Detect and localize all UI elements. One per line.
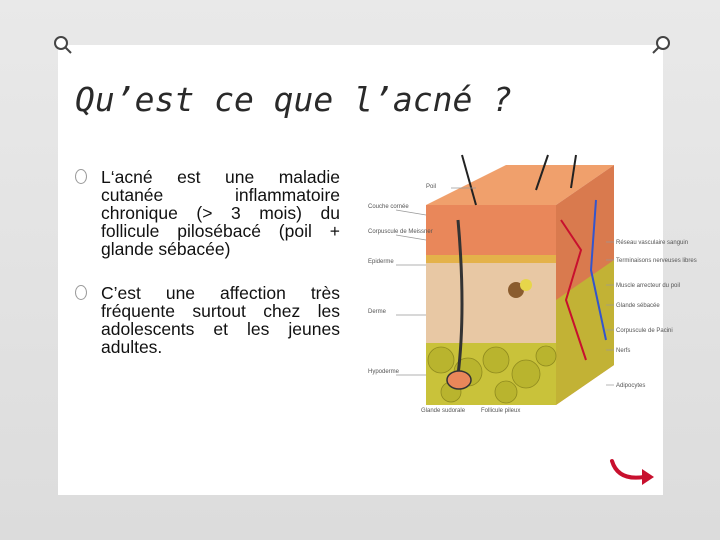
label-adipocytes: Adipocytes — [616, 383, 646, 389]
bullet-text: L‘acné est une maladie cutanée inflammatoire chronique (> 3 mois) du follicule pilosébacé (poil + glande sébacée) — [101, 167, 340, 259]
label-terminaisons: Terminaisons nerveuses libres — [616, 258, 697, 264]
label-couche-cornee: Couche cornée — [368, 204, 409, 210]
pushpin-icon — [652, 32, 674, 54]
label-follicule: Follicule pileux — [481, 408, 521, 414]
bullet-marker — [75, 285, 87, 300]
label-glande-sudorale: Glande sudorale — [421, 408, 466, 414]
bullet-marker — [75, 169, 87, 184]
label-derme: Derme — [368, 309, 387, 315]
label-glande-sebacee: Glande sébacée — [616, 303, 660, 309]
label-meissner: Corpuscule de Meissner — [368, 229, 433, 235]
label-nerfs: Nerfs — [616, 348, 631, 354]
curved-arrow-icon[interactable] — [608, 455, 658, 489]
bullet-item — [75, 284, 340, 356]
label-hypoderme: Hypoderme — [368, 369, 400, 375]
bullet-text: C’est une affection très fréquente surtout chez les adolescents et les jeunes adultes. — [101, 283, 340, 357]
label-pacini: Corpuscule de Pacini — [616, 328, 673, 334]
bullet-item — [75, 168, 340, 258]
label-muscle: Muscle arrecteur du poil — [616, 283, 681, 289]
skin-diagram — [366, 160, 697, 415]
label-reseau-vasculaire: Réseau vasculaire sanguin — [616, 240, 689, 246]
pushpin-icon — [50, 32, 72, 54]
bullet-list — [75, 168, 340, 382]
slide-title: Qu’est ce que l’acné ? — [75, 80, 513, 119]
label-poil: Poil — [426, 184, 437, 190]
label-epiderme: Epiderme — [368, 259, 394, 265]
